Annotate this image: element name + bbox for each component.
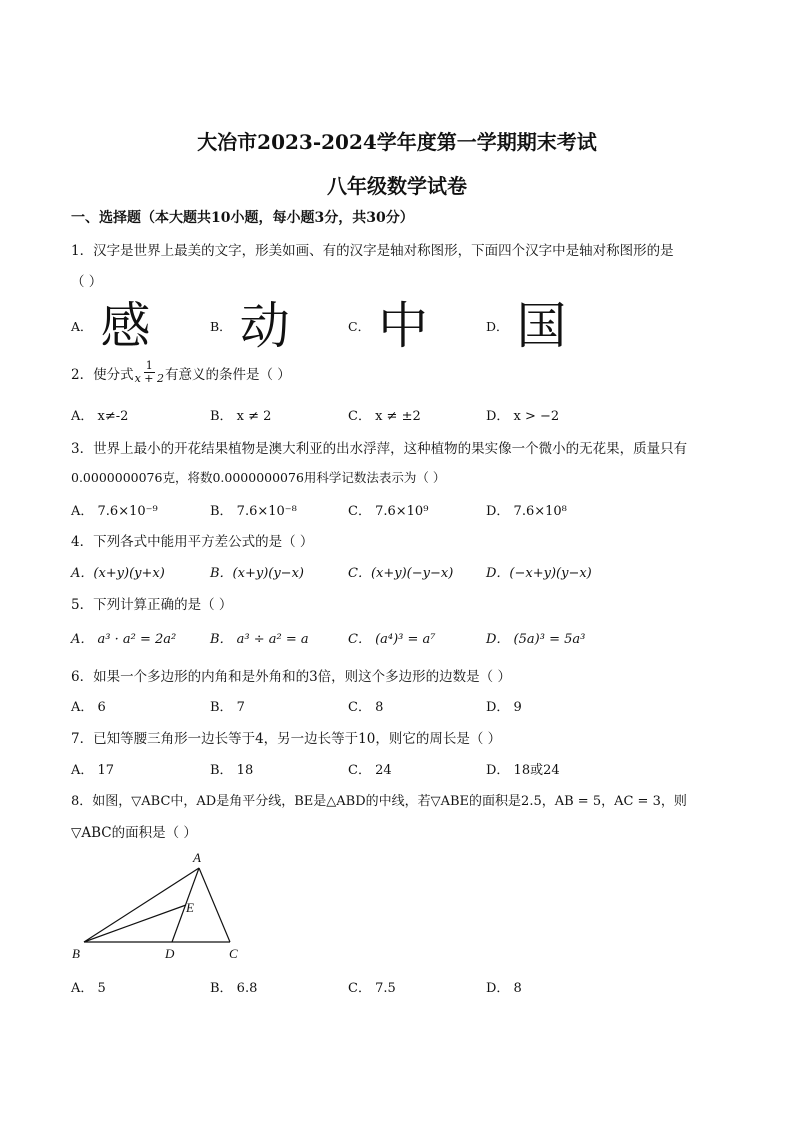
q1-option-a: A． 感 bbox=[71, 297, 151, 355]
segment-be bbox=[84, 905, 186, 942]
q1-option-b: B． 动 bbox=[210, 297, 290, 355]
q5-option-d: D． (5a)³ = 5a³ bbox=[486, 632, 586, 647]
q1-text: 1．汉字是世界上最美的文字，形美如画、有的汉字是轴对称图形，下面四个汉字中是轴对称图形的是 bbox=[71, 243, 674, 259]
q1-option-d: D． 国 bbox=[486, 297, 567, 355]
exam-title: 大冶市2023-2024学年度第一学期期末考试 bbox=[197, 130, 597, 154]
exam-subtitle: 八年级数学试卷 bbox=[327, 174, 467, 198]
label-c: C bbox=[229, 946, 238, 961]
q5-text: 5．下列计算正确的是（ ） bbox=[71, 597, 233, 613]
q8-option-a: A． 5 bbox=[71, 981, 106, 996]
q3-option-d: D． 7.6×10⁸ bbox=[486, 504, 567, 519]
q3-option-c: C． 7.6×10⁹ bbox=[348, 504, 429, 519]
q5-option-b: B． a³ ÷ a² = a bbox=[210, 632, 309, 647]
label-a: A bbox=[193, 850, 201, 865]
q7-option-c: C． 24 bbox=[348, 763, 392, 778]
label-b: B bbox=[72, 946, 80, 961]
q3-option-b: B． 7.6×10⁻⁸ bbox=[210, 504, 297, 519]
edge-ac bbox=[199, 868, 230, 942]
q4-text: 4．下列各式中能用平方差公式的是（ ） bbox=[71, 534, 314, 550]
q3-text-cont: 0.0000000076克，将数0.0000000076用科学记数法表示为（ ） bbox=[71, 470, 446, 485]
q7-text: 7．已知等腰三角形一边长等于4，另一边长等于10，则它的周长是（ ） bbox=[71, 731, 502, 747]
label-e: E bbox=[186, 900, 194, 915]
section-heading: 一、选择题（本大题共10小题，每小题3分，共30分） bbox=[71, 210, 414, 226]
q4-option-b: B．(x+y)(y−x) bbox=[210, 566, 304, 581]
q6-option-c: C． 8 bbox=[348, 700, 384, 715]
q6-option-d: D． 9 bbox=[486, 700, 522, 715]
q2-text: 2．使分式 $\frac{1}{x + 2}$ 有意义的条件是（ ） bbox=[71, 359, 291, 385]
q4-option-a: A．(x+y)(y+x) bbox=[71, 566, 165, 581]
q6-option-b: B． 7 bbox=[210, 700, 245, 715]
q1-bracket: （ ） bbox=[71, 274, 103, 290]
q6-text: 6．如果一个多边形的内角和是外角和的3倍，则这个多边形的边数是（ ） bbox=[71, 669, 511, 685]
triangle-figure bbox=[68, 848, 258, 964]
q2-option-c: C． x ≠ ±2 bbox=[348, 409, 421, 424]
q2-option-b: B． x ≠ 2 bbox=[210, 409, 272, 424]
edge-ab bbox=[84, 868, 199, 942]
q5-option-a: A． a³ · a² = 2a² bbox=[71, 632, 177, 647]
q8-option-c: C． 7.5 bbox=[348, 981, 396, 996]
q4-option-c: C．(x+y)(−y−x) bbox=[348, 566, 454, 581]
q3-option-a: A． 7.6×10⁻⁹ bbox=[71, 504, 158, 519]
q6-option-a: A． 6 bbox=[71, 700, 106, 715]
q2-option-d: D． x > −2 bbox=[486, 409, 560, 424]
q1-option-c: C． 中 bbox=[348, 297, 429, 355]
q2-fraction: $\frac{1}{x + 2}$ bbox=[134, 359, 165, 385]
q2-option-a: A． x≠-2 bbox=[71, 409, 129, 424]
label-d: D bbox=[165, 946, 175, 961]
q8-option-d: D． 8 bbox=[486, 981, 522, 996]
q4-option-d: D．(−x+y)(y−x) bbox=[486, 566, 592, 581]
q7-option-b: B． 18 bbox=[210, 763, 254, 778]
q8-option-b: B． 6.8 bbox=[210, 981, 258, 996]
q5-option-c: C． (a⁴)³ = a⁷ bbox=[348, 632, 436, 647]
q3-text: 3．世界上最小的开花结果植物是澳大利亚的出水浮萍，这种植物的果实像一个微小的无花果，质量只有 bbox=[71, 441, 688, 457]
q8-text: 8．如图，▽ABC中，AD是角平分线，BE是△ABD的中线，若▽ABE的面积是2.5，AB = 5，AC = 3，则 bbox=[71, 794, 687, 809]
q8-text-cont: ▽ABC的面积是（ ） bbox=[71, 825, 197, 841]
q7-option-a: A． 17 bbox=[71, 763, 115, 778]
q7-option-d: D． 18或24 bbox=[486, 763, 560, 778]
